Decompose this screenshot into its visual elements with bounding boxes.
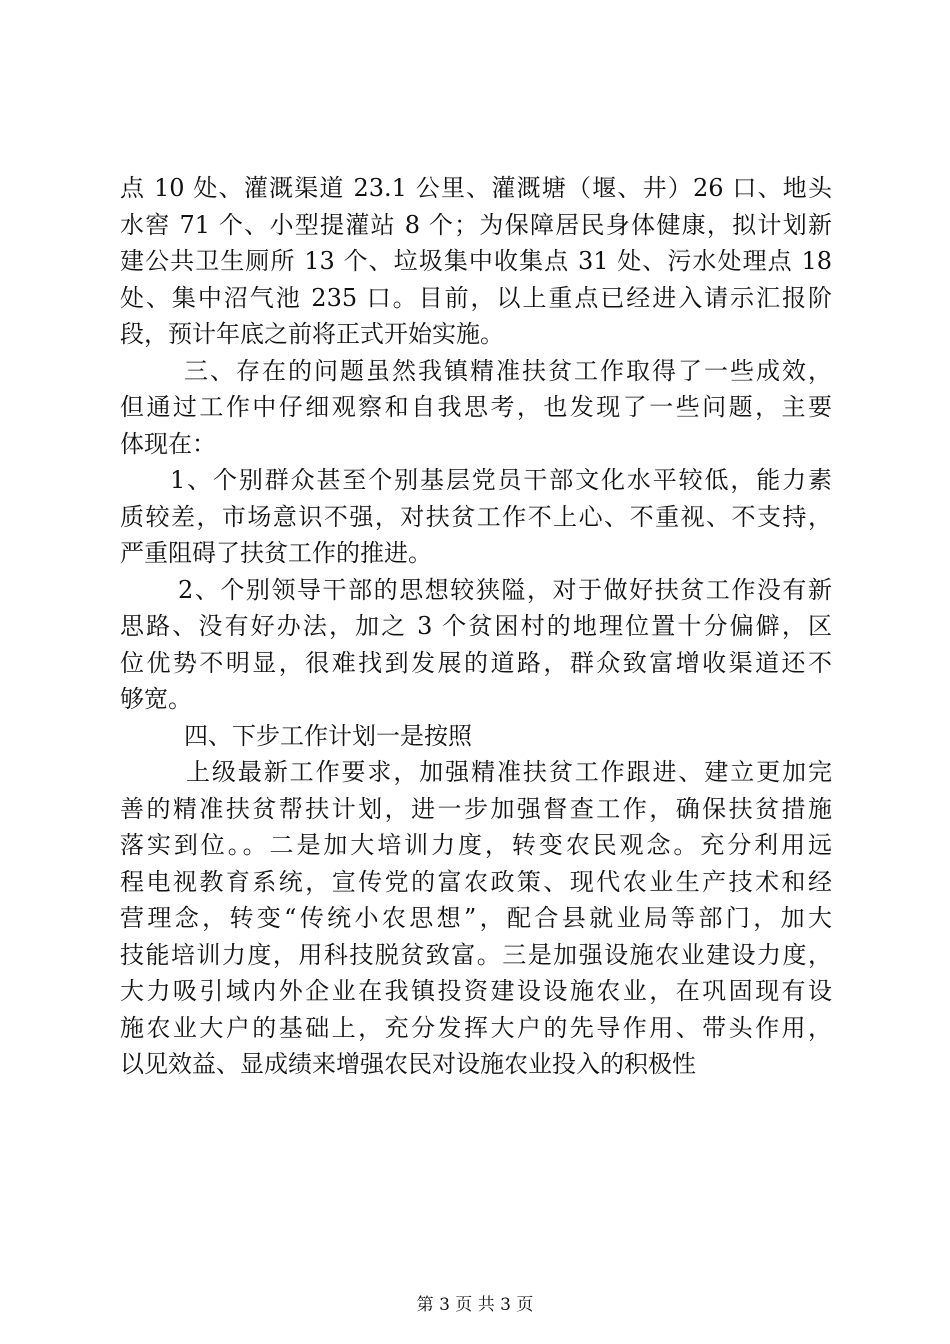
text-line: 程电视教育系统，宣传党的富农政策、现代农业生产技术和经 — [120, 867, 832, 896]
text-line: 段，预计年底之前将正式开始实施。 — [120, 320, 504, 348]
text-line: 点 10 处、灌溉渠道 23.1 公里、灌溉塘（堰、井）26 口、地头 — [120, 174, 832, 202]
text-line: 水窖 71 个、小型提灌站 8 个；为保障居民身体健康，拟计划新 — [120, 210, 832, 239]
section-heading-4: 四、下步工作计划一是按照 — [184, 721, 472, 750]
list-item-2: 2、个别领导干部的思想较狭隘，对于做好扶贫工作没有新 — [178, 575, 832, 604]
list-item-1: 1、个别群众甚至个别基层党员干部文化水平较低，能力素 — [170, 466, 832, 494]
section-heading-3: 三、存在的问题虽然我镇精准扶贫工作取得了一些成效， — [184, 356, 832, 385]
text-line: 施农业大户的基础上，充分发挥大户的先导作用、带头作用， — [120, 1013, 832, 1042]
text-line: 质较差，市场意识不强，对扶贫工作不上心、不重视、不支持， — [120, 502, 832, 531]
text-line: 营理念，转变“传统小农思想”，配合县就业局等部门，加大 — [120, 904, 832, 932]
text-line: 大力吸引域内外企业在我镇投资建设设施农业，在巩固现有设 — [120, 977, 832, 1005]
text-line: 处、集中沼气池 235 口。目前，以上重点已经进入请示汇报阶 — [120, 283, 832, 312]
text-line: 善的精准扶贫帮扶计划，进一步加强督查工作，确保扶贫措施 — [120, 794, 832, 823]
document-body — [120, 170, 832, 1083]
text-line: 上级最新工作要求，加强精准扶贫工作跟进、建立更加完 — [186, 758, 832, 786]
text-line: 以见效益、显成绩来增强农民对设施农业投入的积极性 — [120, 1050, 696, 1078]
text-line: 思路、没有好办法，加之 3 个贫困村的地理位置十分偏僻，区 — [120, 612, 832, 640]
text-line: 够宽。 — [120, 685, 192, 713]
text-line: 但通过工作中仔细观察和自我思考，也发现了一些问题，主要 — [120, 393, 832, 421]
text-line: 位优势不明显，很难找到发展的道路，群众致富增收渠道还不 — [120, 648, 832, 677]
text-line: 建公共卫生厕所 13 个、垃圾集中收集点 31 处、污水处理点 18 — [120, 247, 832, 275]
page-footer: 第 3 页 共 3 页 — [416, 1295, 534, 1315]
text-line: 严重阻碍了扶贫工作的推进。 — [120, 539, 432, 567]
text-line: 体现在： — [120, 429, 216, 458]
text-line: 技能培训力度，用科技脱贫致富。三是加强设施农业建设力度， — [120, 940, 832, 969]
text-line: 落实到位。。二是加大培训力度，转变农民观念。充分利用远 — [120, 831, 832, 859]
